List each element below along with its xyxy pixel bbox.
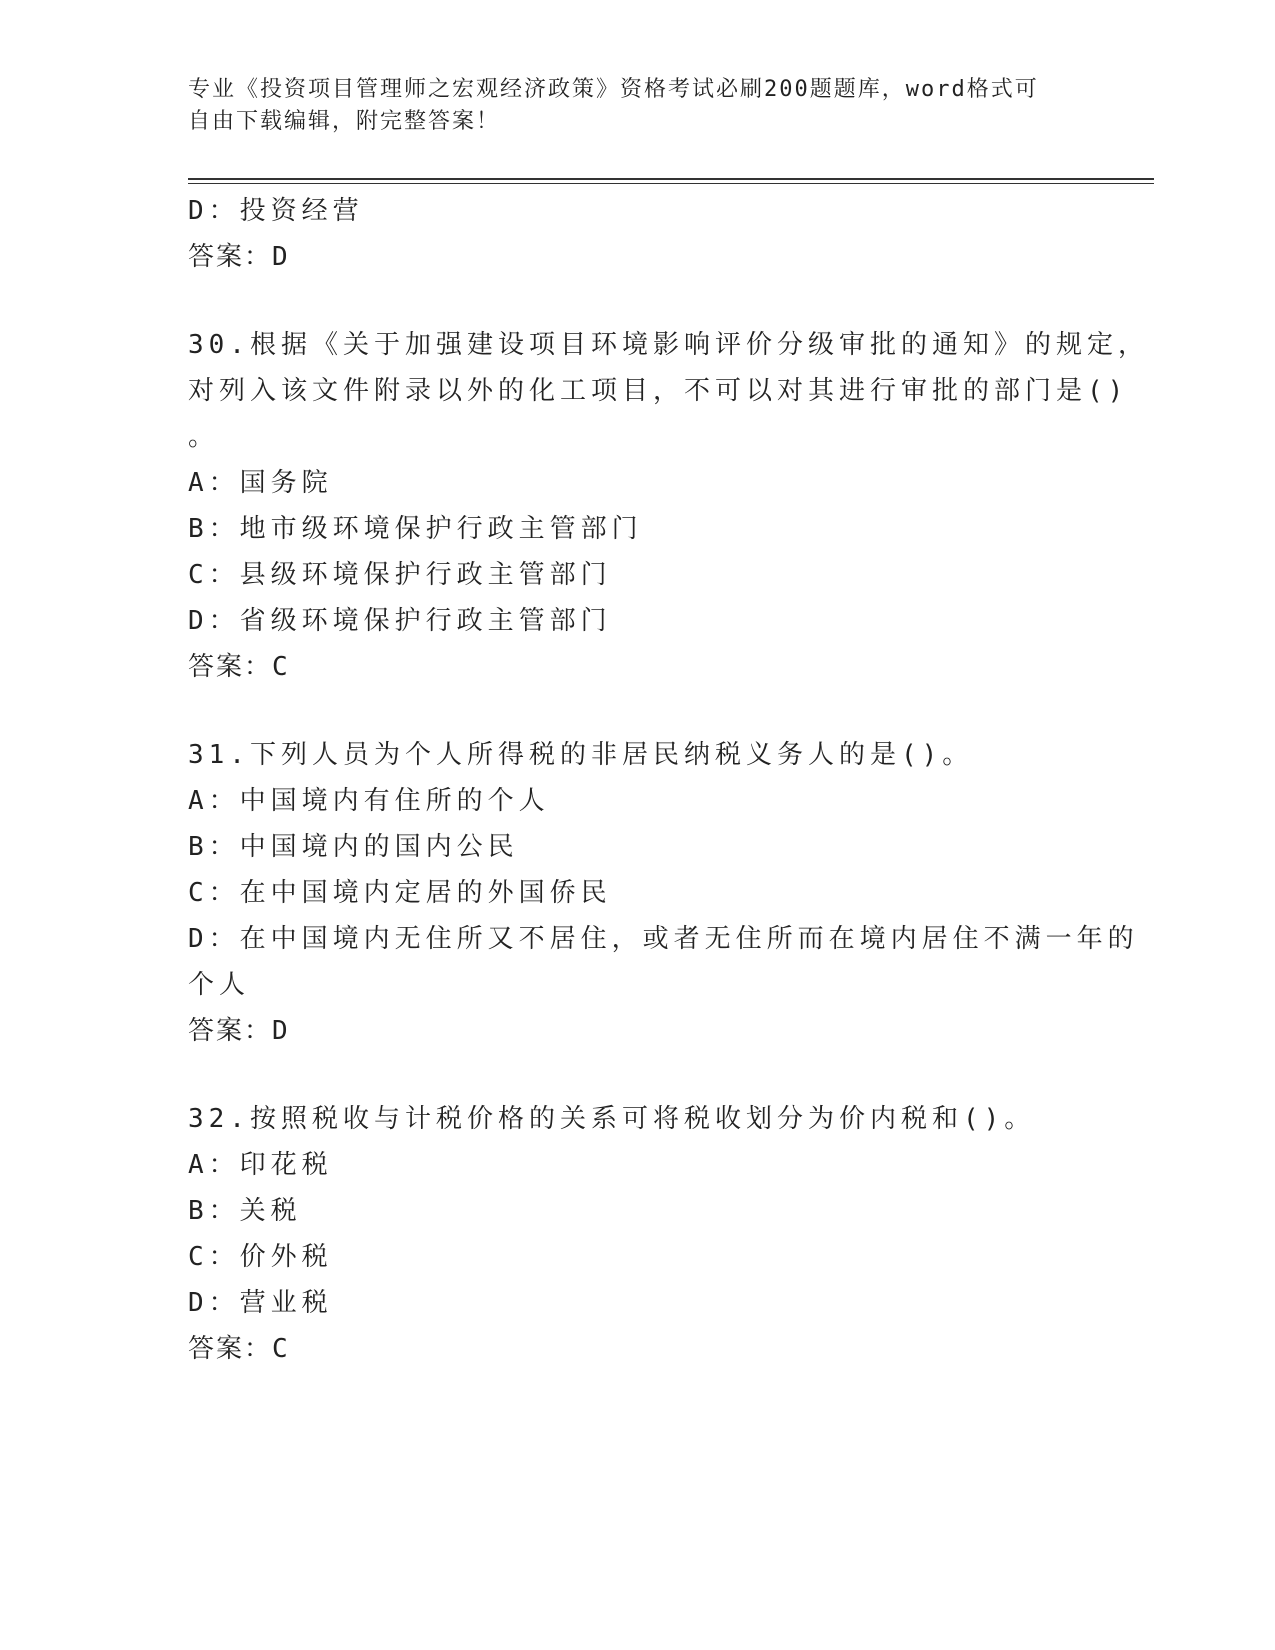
question-31 — [188, 732, 1139, 1054]
header-divider-thick — [188, 178, 1154, 180]
header-line-1: 专业《投资项目管理师之宏观经济政策》资格考试必刷200题题库，word格式可 — [188, 77, 1039, 102]
question-stem-line: 30.根据《关于加强建设项目环境影响评价分级审批的通知》的规定， — [188, 330, 1149, 360]
question-30 — [188, 322, 1149, 690]
option-d: D：营业税 — [188, 1288, 333, 1318]
option-a: A：中国境内有住所的个人 — [188, 786, 550, 816]
header-line-2: 自由下载编辑，附完整答案！ — [188, 109, 501, 134]
prev-answer: 答案：D — [188, 242, 290, 272]
document-header — [188, 74, 1068, 138]
option-d-continued: 个人 — [188, 970, 251, 1000]
header-divider-thin — [188, 183, 1154, 184]
option-b: B：中国境内的国内公民 — [188, 832, 519, 862]
document-body — [188, 188, 1149, 1372]
answer: 答案：D — [188, 1016, 290, 1046]
option-d: D：省级环境保护行政主管部门 — [188, 606, 612, 636]
option-d: D：在中国境内无住所又不居住，或者无住所而在境内居住不满一年的 — [188, 924, 1139, 954]
option-c: C：在中国境内定居的外国侨民 — [188, 878, 612, 908]
question-32 — [188, 1096, 1088, 1372]
question-stem-line: 31.下列人员为个人所得税的非居民纳税义务人的是()。 — [188, 740, 974, 770]
option-a: A：印花税 — [188, 1150, 333, 1180]
option-a: A：国务院 — [188, 468, 333, 498]
answer: 答案：C — [188, 1334, 290, 1364]
option-c: C：县级环境保护行政主管部门 — [188, 560, 612, 590]
prev-option-d: D：投资经营 — [188, 196, 364, 226]
option-b: B：地市级环境保护行政主管部门 — [188, 514, 643, 544]
option-b: B：关税 — [188, 1196, 302, 1226]
question-stem-line: 对列入该文件附录以外的化工项目，不可以对其进行审批的部门是() — [188, 376, 1129, 406]
question-stem-line: 。 — [188, 422, 220, 452]
spacer — [188, 690, 1088, 732]
option-c: C：价外税 — [188, 1242, 333, 1272]
question-stem-line: 32.按照税收与计税价格的关系可将税收划分为价内税和()。 — [188, 1104, 1036, 1134]
answer: 答案：C — [188, 652, 290, 682]
spacer — [188, 1054, 1088, 1096]
spacer — [188, 280, 1088, 322]
